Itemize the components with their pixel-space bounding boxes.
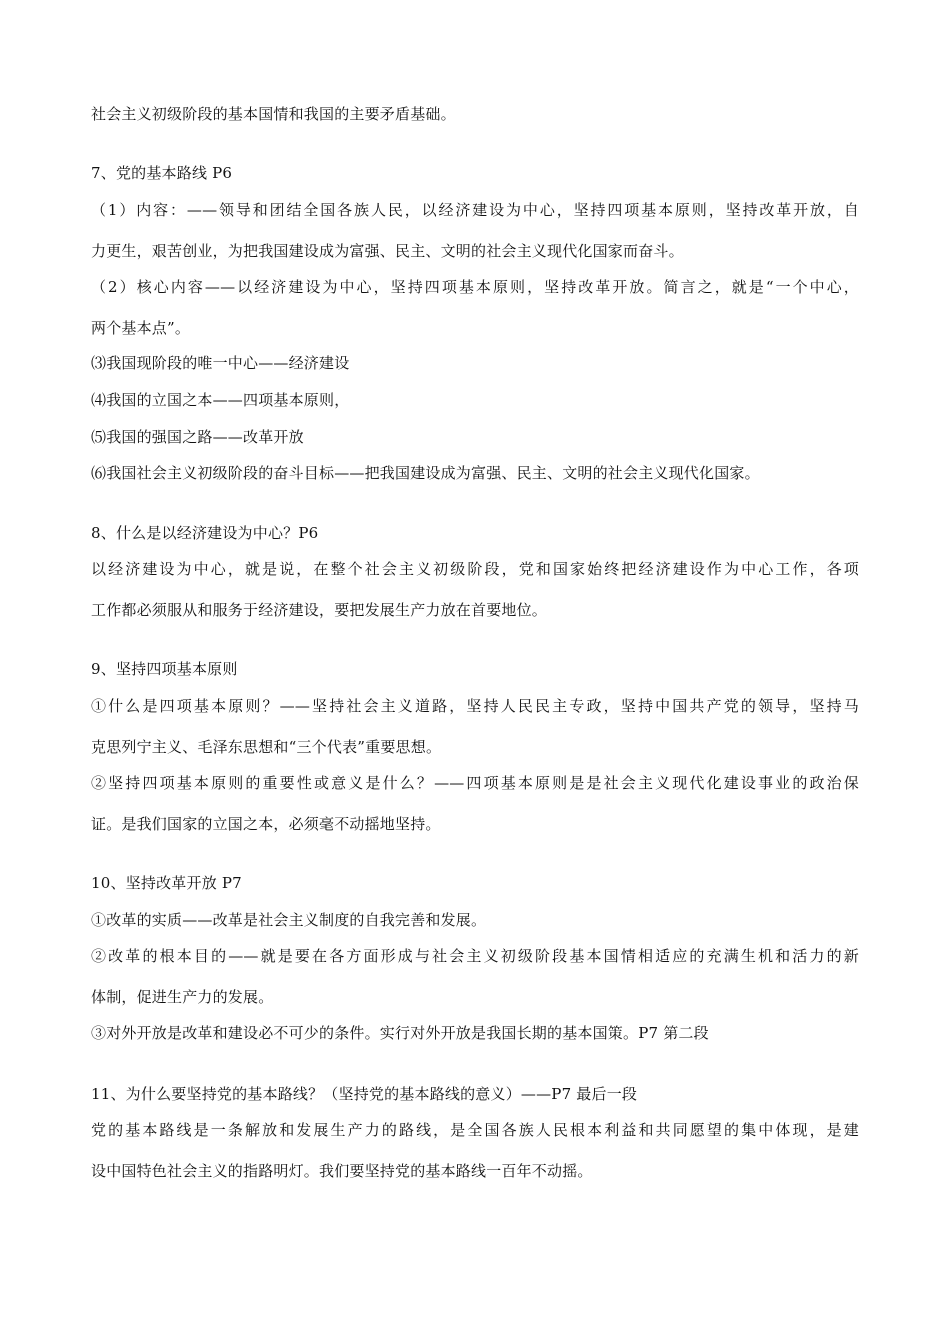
text-line: ①改革的实质——改革是社会主义制度的自我完善和发展。: [91, 911, 487, 929]
text-line: ③对外开放是改革和建设必不可少的条件。实行对外开放是我国长期的基本国策。P7 第二段: [91, 1024, 709, 1042]
text-line: 克思列宁主义、毛泽东思想和“三个代表”重要思想。: [91, 738, 442, 756]
text-line: （2）核心内容——以经济建设为中心，坚持四项基本原则，坚持改革开放。简言之，就是“一个中心，: [91, 278, 859, 296]
section-heading-11: 11、为什么要坚持党的基本路线？（坚持党的基本路线的意义）——P7 最后一段: [91, 1085, 638, 1103]
text-line: （1）内容：——领导和团结全国各族人民，以经济建设为中心，坚持四项基本原则，坚持改革开放，自: [91, 201, 859, 219]
section-heading-10: 10、坚持改革开放 P7: [91, 874, 242, 892]
text-line: ⑹我国社会主义初级阶段的奋斗目标——把我国建设成为富强、民主、文明的社会主义现代化国家。: [91, 464, 760, 482]
text-line: 证。是我们国家的立国之本，必须毫不动摇地坚持。: [91, 815, 441, 833]
text-line: 以经济建设为中心，就是说，在整个社会主义初级阶段，党和国家始终把经济建设作为中心工作，各项: [91, 560, 859, 578]
text-line: 两个基本点”。: [91, 319, 191, 337]
text-line: ①什么是四项基本原则？——坚持社会主义道路，坚持人民民主专政，坚持中国共产党的领导，坚持马: [91, 697, 859, 715]
text-line: 党的基本路线是一条解放和发展生产力的路线，是全国各族人民根本利益和共同愿望的集中体现，是建: [91, 1121, 859, 1139]
text-line: 体制，促进生产力的发展。: [91, 988, 274, 1006]
text-line: ⑶我国现阶段的唯一中心——经济建设: [91, 354, 350, 372]
text-line-continuation: 社会主义初级阶段的基本国情和我国的主要矛盾基础。: [91, 105, 456, 123]
text-line: ⑷我国的立国之本——四项基本原则，: [91, 391, 350, 409]
section-heading-9: 9、坚持四项基本原则: [91, 660, 238, 678]
text-line: ②改革的根本目的——就是要在各方面形成与社会主义初级阶段基本国情相适应的充满生机和活力的新: [91, 947, 859, 965]
text-line: 力更生，艰苦创业，为把我国建设成为富强、民主、文明的社会主义现代化国家而奋斗。: [91, 242, 684, 260]
text-line: 设中国特色社会主义的指路明灯。我们要坚持党的基本路线一百年不动摇。: [91, 1162, 593, 1180]
section-heading-8: 8、什么是以经济建设为中心？P6: [91, 524, 319, 542]
text-line: ⑸我国的强国之路——改革开放: [91, 428, 304, 446]
section-heading-7: 7、党的基本路线 P6: [91, 164, 233, 182]
text-line: ②坚持四项基本原则的重要性或意义是什么？——四项基本原则是是社会主义现代化建设事业的政治保: [91, 774, 859, 792]
text-line: 工作都必须服从和服务于经济建设，要把发展生产力放在首要地位。: [91, 601, 548, 619]
